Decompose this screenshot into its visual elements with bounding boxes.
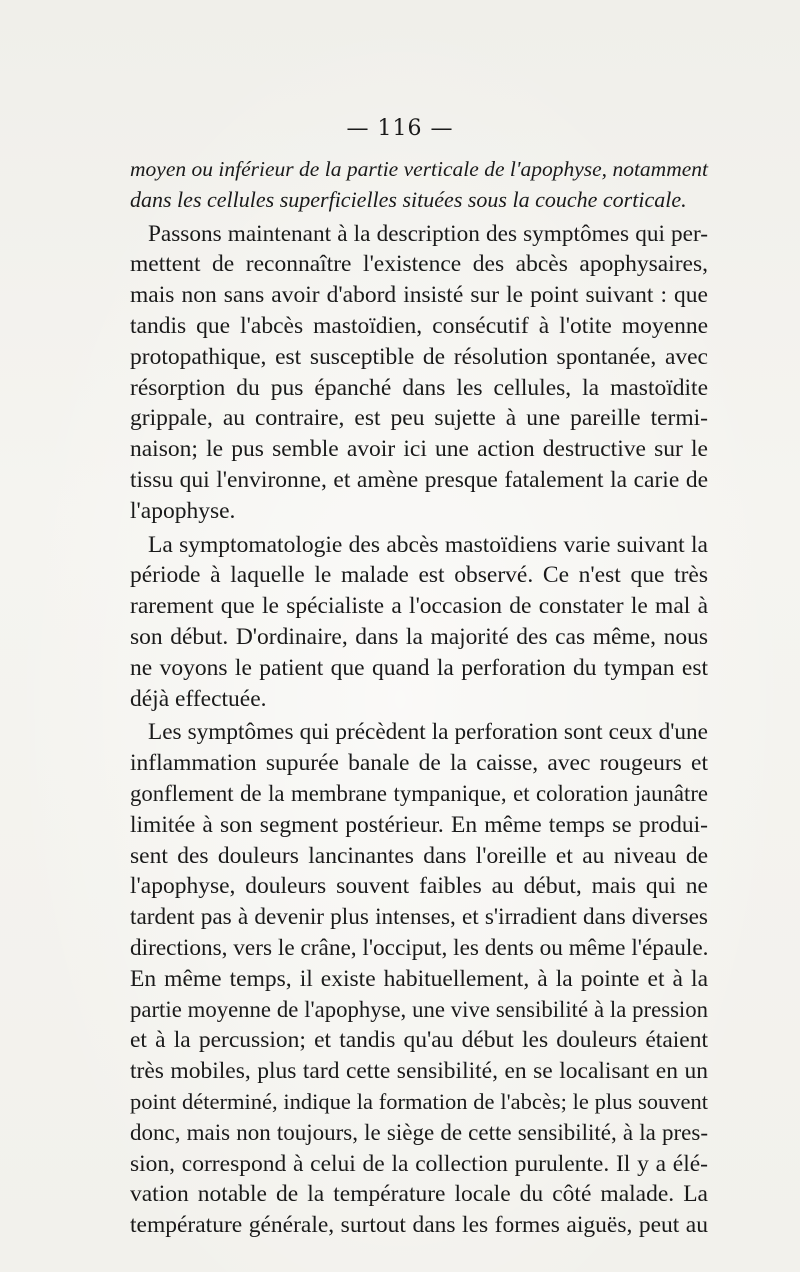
text-line: Les symptômes qui précèdent la perforation sont ceux d'une: [148, 719, 708, 746]
body-text: [130, 154, 708, 1241]
text-line: En même temps, il existe habituellement, à la pointe et à la: [130, 965, 708, 992]
text-line: ne voyons le patient que quand la perforation du tympan est: [130, 654, 708, 681]
text-line: inflammation supurée banale de la caisse, avec rougeurs et: [130, 750, 708, 777]
text-line: sent des douleurs lancinantes dans l'oreille et au niveau de: [130, 842, 708, 869]
text-line: grippale, au contraire, est peu sujette à une pareille termi-: [130, 405, 708, 432]
text-line: l'apophyse.: [130, 497, 236, 524]
text-line: tandis que l'abcès mastoïdien, consécutif à l'otite moyenne: [130, 312, 708, 339]
text-line: gonflement de la membrane tympanique, et coloration jaunâtre: [130, 780, 708, 806]
text-line: limitée à son segment postérieur. En même temps se produi-: [130, 811, 708, 838]
text-line: période à laquelle le malade est observé. Ce n'est que très: [130, 562, 708, 589]
page-number: — 116 —: [346, 116, 454, 141]
text-line: dans les cellules superficielles situées sous la couche corticale.: [130, 186, 687, 212]
text-line: Passons maintenant à la description des symptômes qui per-: [148, 220, 708, 247]
text-line: protopathique, est susceptible de résolution spontanée, avec: [130, 343, 708, 370]
text-line: partie moyenne de l'apophyse, une vive sensibilité à la pression: [130, 996, 708, 1022]
text-line: tissu qui l'environne, et amène presque fatalement la carie de: [130, 466, 708, 493]
text-line: sion, correspond à celui de la collection purulente. Il y a élé-: [130, 1150, 708, 1177]
text-line: directions, vers le crâne, l'occiput, les dents ou même l'épaule.: [130, 934, 709, 961]
text-line: et à la percussion; et tandis qu'au début les douleurs étaient: [130, 1027, 708, 1054]
text-line: point déterminé, indique la formation de l'abcès; le plus souvent: [130, 1088, 708, 1114]
text-line: mais non sans avoir d'abord insisté sur le point suivant : que: [130, 282, 708, 309]
text-line: déjà effectuée.: [130, 685, 267, 712]
text-line: donc, mais non toujours, le siège de cette sensibilité, à la pres-: [130, 1119, 708, 1145]
text-line: résorption du pus épanché dans les cellules, la mastoïdite: [130, 374, 708, 401]
text-line: rarement que le spécialiste a l'occasion de constater le mal à: [130, 593, 708, 620]
text-line: tardent pas à devenir plus intenses, et s'irradient dans diverses: [130, 904, 708, 931]
text-line: naison; le pus semble avoir ici une action destructive sur le: [130, 436, 708, 463]
text-line: mettent de reconnaître l'existence des abcès apophysaires,: [130, 251, 708, 278]
text-line: l'apophyse, douleurs souvent faibles au début, mais qui ne: [130, 873, 708, 900]
text-line: son début. D'ordinaire, dans la majorité des cas même, nous: [130, 623, 708, 650]
text-line: vation notable de la température locale du côté malade. La: [130, 1181, 708, 1208]
text-line: température générale, surtout dans les formes aiguës, peut au: [130, 1212, 708, 1239]
text-line: très mobiles, plus tard cette sensibilité, en se localisant en un: [130, 1058, 708, 1085]
text-line: moyen ou inférieur de la partie verticale de l'apophyse, notamment: [130, 157, 708, 181]
text-line: La symptomatologie des abcès mastoïdiens varie suivant la: [148, 531, 708, 558]
